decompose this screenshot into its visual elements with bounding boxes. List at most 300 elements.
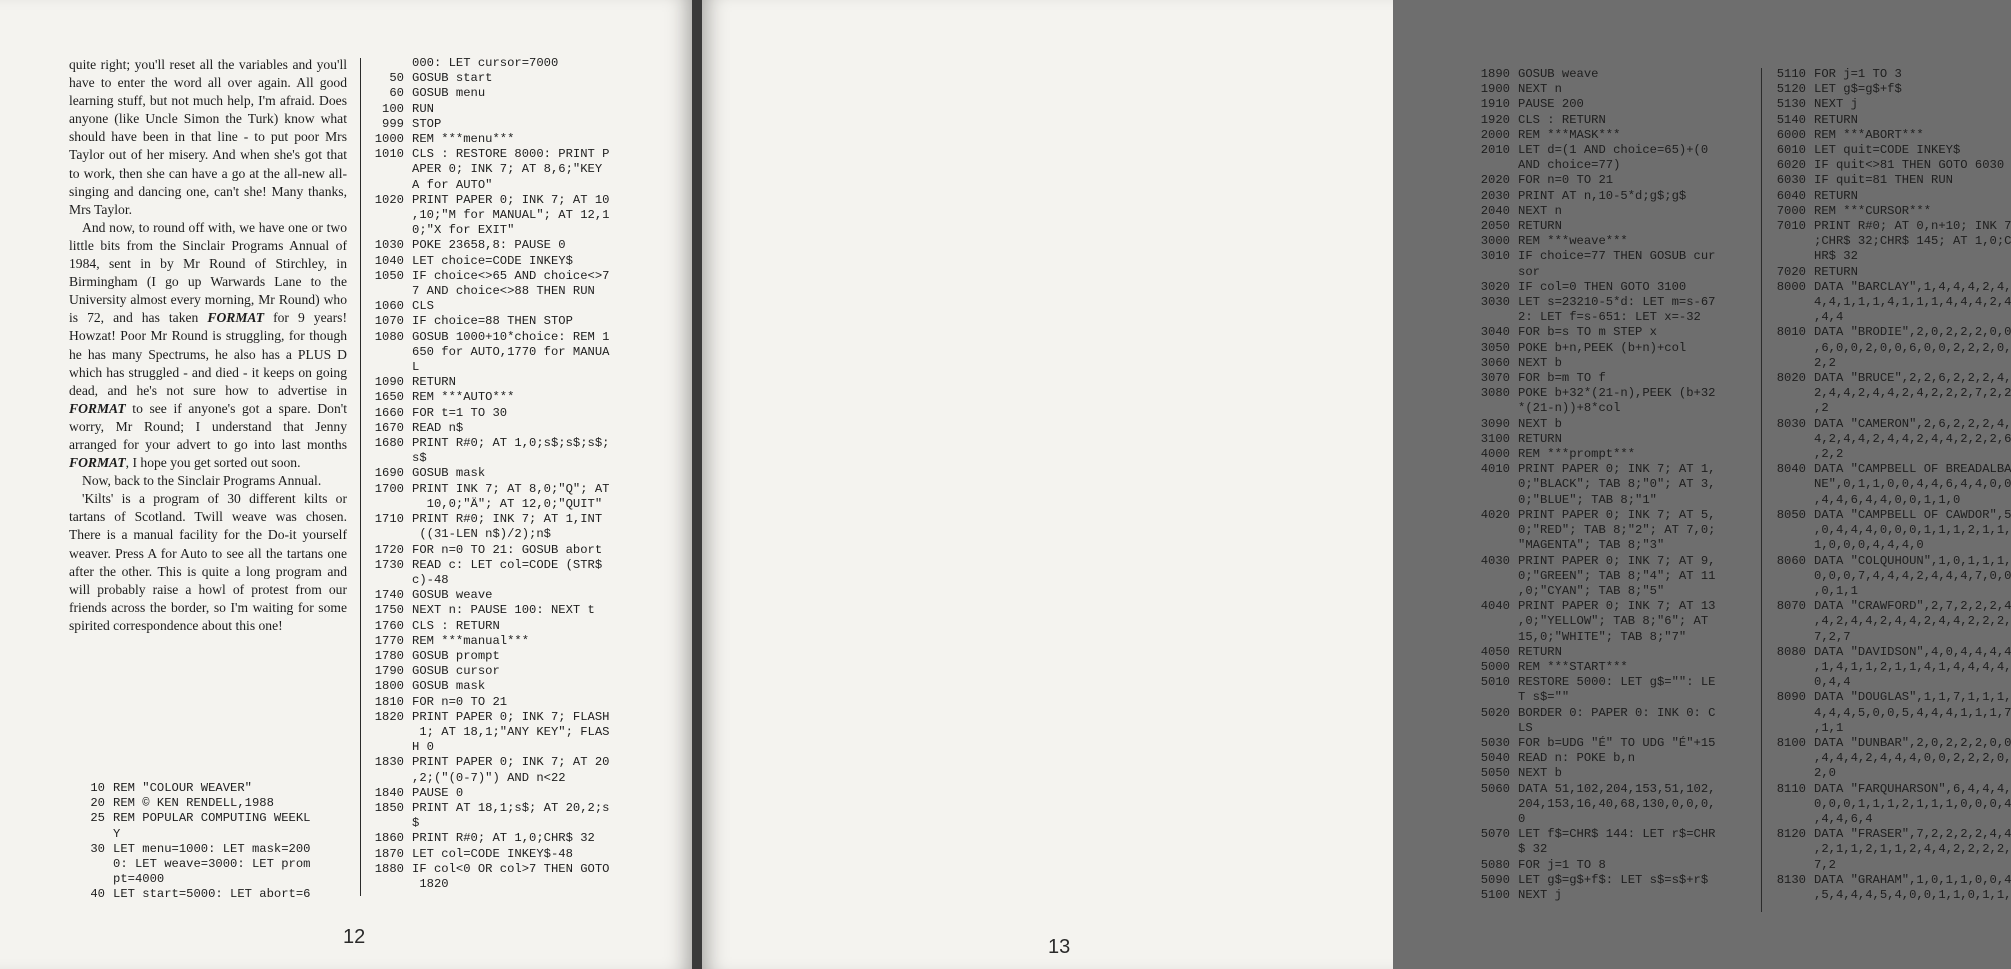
code-text: 2: LET f=s-651: LET x=-32 (1518, 310, 1701, 325)
line-number: 1860 (374, 831, 404, 846)
code-text: ,1,1 (1814, 720, 1844, 735)
code-line (366, 603, 609, 618)
code-text: GOSUB menu (412, 86, 486, 101)
code-text: RETURN (1518, 431, 1562, 446)
right-page (702, 0, 2011, 969)
code-line (1472, 827, 1715, 842)
code-text: PRINT PAPER 0; INK 7; AT 20 (412, 755, 610, 770)
basic-listing-part-2 (366, 56, 609, 892)
code-line (75, 781, 310, 796)
line-number (1472, 401, 1510, 416)
line-number: 1920 (1480, 112, 1510, 127)
code-line (366, 497, 609, 512)
code-line (1472, 842, 1715, 857)
code-text: 2,2 (1814, 355, 1836, 370)
code-line (1472, 371, 1715, 386)
code-text: CLS (412, 299, 434, 314)
code-text: APER 0; INK 7; AT 8,6;"KEY (412, 162, 603, 177)
code-line (1768, 827, 2011, 842)
line-number (366, 178, 404, 193)
line-number: 1780 (374, 648, 404, 663)
line-number: 2040 (1480, 203, 1510, 218)
line-number (1768, 432, 1806, 447)
code-text: LET s=23210-5*d: LET m=s-67 (1518, 295, 1716, 310)
code-text: "MAGENTA"; TAB 8;"3" (1518, 538, 1665, 553)
line-number: 5060 (1480, 781, 1510, 796)
code-text: PRINT PAPER 0; INK 7; AT 10 (412, 192, 610, 207)
code-text: REM ***MASK*** (1518, 127, 1621, 142)
line-number (1768, 401, 1806, 416)
line-number (1472, 630, 1510, 645)
line-number: 1880 (374, 861, 404, 876)
code-line (1472, 888, 1715, 903)
code-text: DATA "BARCLAY",1,4,4,4,2,4, (1814, 279, 2011, 294)
code-line (1472, 599, 1715, 614)
code-line (1472, 219, 1715, 234)
basic-listing-part-3 (1472, 67, 1715, 903)
line-number (1768, 477, 1806, 492)
line-number (1768, 751, 1806, 766)
code-text: 0;"GREEN"; TAB 8;"4"; AT 11 (1518, 568, 1716, 583)
line-number (1768, 842, 1806, 857)
line-number: 5140 (1776, 112, 1806, 127)
line-number: 1760 (374, 618, 404, 633)
code-text: $ (412, 816, 420, 831)
line-number: 999 (382, 116, 404, 131)
code-text: FOR b=m TO f (1518, 371, 1606, 386)
code-text: RETURN (1814, 112, 1858, 127)
line-number: 1850 (374, 800, 404, 815)
code-text: IF choice=88 THEN STOP (412, 314, 573, 329)
text-run: quite right; you'll reset all the variables and you'll have to enter the word all over again. All good learning stuff, but not much help, I'm afraid. Does anyone (like Uncle Simon the Turk) know what should have been in that line - to put poor Mrs Taylor out of her misery. And when she's got that to work, then she can have a go at the all-new all-singing and dancing one, can't she! Many thanks, Mrs Taylor. (69, 57, 347, 217)
line-number: 1010 (374, 147, 404, 162)
line-number (1768, 858, 1806, 873)
code-line (1472, 858, 1715, 873)
code-text: *(21-n))+8*col (1518, 401, 1621, 416)
code-text: GOSUB mask (412, 466, 486, 481)
code-text: pt=4000 (113, 872, 165, 887)
code-line (1768, 538, 2011, 553)
line-number: 1910 (1480, 97, 1510, 112)
code-text: 0;"RED"; TAB 8;"2"; AT 7,0; (1518, 523, 1716, 538)
line-number: 8130 (1776, 872, 1806, 887)
line-number (1472, 721, 1510, 736)
line-number: 1830 (374, 755, 404, 770)
code-text: RESTORE 5000: LET g$="": LE (1518, 675, 1716, 690)
code-text: DATA 51,102,204,153,51,102, (1518, 781, 1716, 796)
line-number: 10 (90, 781, 105, 795)
line-number: 5080 (1480, 857, 1510, 872)
code-text: CLS : RESTORE 8000: PRINT P (412, 147, 610, 162)
code-text: POKE b+n,PEEK (b+n)+col (1518, 340, 1687, 355)
code-line (366, 482, 609, 497)
text-run: to see if anyone's got a spare. Don't worry, Mr Round; I understand that Jenny arranged for your advert to go into last months (69, 400, 347, 452)
line-number (1472, 265, 1510, 280)
line-number (1768, 766, 1806, 781)
code-text: PAUSE 0 (412, 785, 464, 800)
line-number: 3070 (1480, 371, 1510, 386)
line-number: 1690 (374, 466, 404, 481)
code-text: L (412, 360, 420, 375)
line-number (366, 56, 404, 71)
code-text: PRINT R#0; AT 1,0;s$;s$;s$; (412, 436, 610, 451)
code-line (366, 695, 609, 710)
line-number: 1750 (374, 603, 404, 618)
code-line (1768, 462, 2011, 477)
line-number: 7000 (1776, 203, 1806, 218)
code-text: RETURN (1814, 264, 1858, 279)
line-number (366, 725, 404, 740)
line-number: 40 (90, 887, 105, 902)
code-line (1472, 523, 1715, 538)
code-text: ,2;("(0-7)") AND n<22 (412, 770, 566, 785)
line-number: 1890 (1480, 67, 1510, 81)
line-number (366, 451, 404, 466)
code-text: 0;"BLUE"; TAB 8;"1" (1518, 492, 1657, 507)
code-line (1472, 493, 1715, 508)
line-number: 5100 (1480, 887, 1510, 902)
code-text: NEXT n (1518, 82, 1562, 97)
code-text: GOSUB prompt (412, 648, 500, 663)
code-text: REM ***menu*** (412, 132, 515, 147)
code-text: CLS : RETURN (1518, 112, 1606, 127)
code-line (1472, 234, 1715, 249)
code-text: ((31-LEN n$)/2);n$ (412, 527, 551, 542)
line-number: 1030 (374, 238, 404, 253)
code-line (366, 679, 609, 694)
line-number (1472, 493, 1510, 508)
code-line (366, 254, 609, 269)
code-line (1472, 630, 1715, 645)
code-line (75, 872, 310, 887)
line-number: 1650 (374, 390, 404, 405)
code-line (1472, 158, 1715, 173)
line-number (1768, 386, 1806, 401)
line-number: 3010 (1480, 249, 1510, 264)
line-number (1472, 842, 1510, 857)
paragraph (69, 56, 347, 219)
code-text: FOR n=0 TO 21: GOSUB abort (412, 542, 603, 557)
code-line (1472, 447, 1715, 462)
line-number: 8020 (1776, 371, 1806, 386)
line-number: 3050 (1480, 340, 1510, 355)
code-text: ,0,4,4,4,0,0,0,1,1,1,2,1,1, (1814, 523, 2011, 538)
line-number: 4030 (1480, 553, 1510, 568)
code-line (75, 857, 310, 872)
code-line (1768, 782, 2011, 797)
code-text: PRINT R#0; AT 1,0;CHR$ 32 (412, 831, 595, 846)
line-number: 3060 (1480, 355, 1510, 370)
line-number: 8050 (1776, 507, 1806, 522)
code-text: NEXT b (1518, 416, 1562, 431)
code-line (366, 314, 609, 329)
line-number (1472, 158, 1510, 173)
code-line (366, 162, 609, 177)
code-line (366, 771, 609, 786)
code-text: DATA "CAMERON",2,6,2,2,2,4, (1814, 416, 2011, 431)
code-line (1768, 645, 2011, 660)
code-line (366, 284, 609, 299)
line-number (1472, 477, 1510, 492)
text-run: for 9 years! Howzat! Poor Mr Round is struggling, for though he has many Spectrums, he also has a PLUS D which has struggled - and died - it keeps on going dead, and he's not sure how to advertise in (69, 310, 347, 398)
code-line (366, 786, 609, 801)
code-line (366, 816, 609, 831)
line-number: 1000 (374, 132, 404, 147)
code-line (366, 527, 609, 542)
line-number: 8120 (1776, 827, 1806, 842)
line-number (1768, 249, 1806, 264)
line-number (1768, 660, 1806, 675)
code-text: 000: LET cursor=7000 (412, 56, 559, 70)
code-line (366, 269, 609, 284)
code-text: 0,4,4 (1814, 675, 1851, 690)
code-text: FOR t=1 TO 30 (412, 405, 508, 420)
line-number: 1080 (374, 329, 404, 344)
code-text: BORDER 0: PAPER 0: INK 0: C (1518, 705, 1716, 720)
code-line (1472, 645, 1715, 660)
line-number: 1060 (374, 299, 404, 314)
code-text: sor (1518, 264, 1540, 279)
line-number: 1700 (374, 481, 404, 496)
line-number: 5120 (1776, 82, 1806, 97)
code-line (366, 649, 609, 664)
code-line (366, 132, 609, 147)
line-number: 1770 (374, 633, 404, 648)
code-line (1768, 371, 2011, 386)
line-number (1768, 812, 1806, 827)
code-line (1768, 295, 2011, 310)
code-line (1472, 113, 1715, 128)
code-line (366, 512, 609, 527)
code-text: DATA "BRUCE",2,2,6,2,2,2,4, (1814, 371, 2011, 386)
code-text: NEXT j (1814, 97, 1858, 112)
magazine-name: FORMAT (69, 455, 126, 471)
code-text: IF choice=77 THEN GOSUB cur (1518, 249, 1716, 264)
code-line (1472, 782, 1715, 797)
code-text: NEXT b (1518, 766, 1562, 781)
code-text: GOSUB mask (412, 679, 486, 694)
code-text: IF quit=81 THEN RUN (1814, 173, 1953, 188)
code-text: PRINT AT 18,1;s$; AT 20,2;s (412, 800, 610, 815)
code-line (1472, 325, 1715, 340)
line-number (1472, 569, 1510, 584)
line-number: 8090 (1776, 690, 1806, 705)
code-line (1768, 706, 2011, 721)
code-text: H 0 (412, 740, 434, 755)
code-text: DATA "CRAWFORD",2,7,2,2,2,4 (1814, 599, 2011, 614)
code-line (1768, 599, 2011, 614)
line-number: 6010 (1776, 143, 1806, 158)
code-text: PRINT PAPER 0; INK 7; AT 13 (1518, 599, 1716, 614)
code-text: IF choice<>65 AND choice<>7 (412, 268, 610, 283)
code-line (366, 56, 609, 71)
line-number: 5050 (1480, 766, 1510, 781)
line-number: 100 (382, 101, 404, 116)
line-number (366, 497, 404, 512)
line-number (1768, 888, 1806, 903)
code-line (1472, 173, 1715, 188)
code-line (366, 406, 609, 421)
code-line (1472, 477, 1715, 492)
line-number: 20 (90, 796, 105, 811)
paragraph (69, 472, 347, 490)
code-text: RETURN (412, 375, 456, 390)
line-number: 1800 (374, 679, 404, 694)
code-line (1472, 82, 1715, 97)
code-line (1768, 554, 2011, 569)
code-line (366, 299, 609, 314)
code-text: PRINT R#0; INK 7; AT 1,INT (412, 512, 603, 527)
code-text: 1820 (412, 876, 449, 891)
code-line (1472, 873, 1715, 888)
code-line (75, 811, 310, 826)
code-line (1472, 538, 1715, 553)
code-text: 10,0;"Ä"; AT 12,0;"QUIT" (412, 496, 603, 511)
code-text: IF quit<>81 THEN GOTO 6030 (1814, 158, 2005, 173)
code-line (1472, 751, 1715, 766)
line-number (1768, 295, 1806, 310)
code-text: 0;"X for EXIT" (412, 223, 515, 238)
line-number (1768, 614, 1806, 629)
line-number: 2020 (1480, 173, 1510, 188)
code-text: ,6,0,0,2,0,0,6,0,0,2,2,2,0, (1814, 340, 2011, 355)
line-number (1768, 356, 1806, 371)
code-text: ,1,4,1,1,2,1,1,4,1,4,4,4,4, (1814, 659, 2011, 674)
code-line (1472, 614, 1715, 629)
code-line (1768, 569, 2011, 584)
code-line (1472, 67, 1715, 82)
code-text: DATA "FRASER",7,2,2,2,2,4,4 (1814, 827, 2011, 842)
code-text: REM ***prompt*** (1518, 447, 1636, 462)
code-line (75, 842, 310, 857)
line-number (366, 573, 404, 588)
line-number (1472, 538, 1510, 553)
code-line (1472, 584, 1715, 599)
code-text: 2,4,4,2,4,4,2,4,2,2,2,7,2,2 (1814, 386, 2011, 401)
code-text: RETURN (1814, 188, 1858, 203)
code-text: 650 for AUTO,1770 for MANUA (412, 344, 610, 359)
line-number: 2030 (1480, 188, 1510, 203)
line-number: 5020 (1480, 705, 1510, 720)
code-line (1768, 842, 2011, 857)
code-text: PRINT PAPER 0; INK 7; FLASH (412, 709, 610, 724)
line-number: 1670 (374, 420, 404, 435)
line-number: 2010 (1480, 143, 1510, 158)
code-text: ,0;"CYAN"; TAB 8;"5" (1518, 583, 1665, 598)
line-number: 2050 (1480, 219, 1510, 234)
code-line (366, 86, 609, 101)
line-number: 4050 (1480, 644, 1510, 659)
code-line (366, 664, 609, 679)
line-number (366, 284, 404, 299)
code-text: c)-48 (412, 572, 449, 587)
code-text: FOR b=UDG "É" TO UDG "É"+15 (1518, 735, 1716, 750)
code-text: ,2,1,1,2,1,1,2,4,4,2,2,2,2, (1814, 842, 2011, 857)
code-line (366, 634, 609, 649)
code-text: FOR j=1 TO 8 (1518, 857, 1606, 872)
line-number: 4040 (1480, 599, 1510, 614)
code-line (1768, 614, 2011, 629)
line-number: 8010 (1776, 325, 1806, 340)
code-text: PRINT INK 7; AT 8,0;"Q"; AT (412, 481, 610, 496)
code-text: REM "COLOUR WEAVER" (113, 781, 252, 795)
line-number: 1070 (374, 314, 404, 329)
code-text: 0,0,0,1,1,1,2,1,1,1,0,0,0,4 (1814, 796, 2011, 811)
code-line (366, 588, 609, 603)
line-number: 8040 (1776, 462, 1806, 477)
code-text: IF col=0 THEN GOTO 3100 (1518, 279, 1687, 294)
code-line (1472, 797, 1715, 812)
code-line (75, 796, 310, 811)
code-line (1768, 675, 2011, 690)
line-number (1472, 797, 1510, 812)
line-number: 60 (389, 86, 404, 101)
code-line (1768, 721, 2011, 736)
code-text: DATA "CAMPBELL OF CAWDOR",5 (1814, 507, 2011, 522)
basic-listing-part-4 (1768, 67, 2011, 903)
code-text: GOSUB weave (412, 588, 493, 603)
code-text: PRINT PAPER 0; INK 7; AT 5, (1518, 507, 1716, 522)
code-line (1472, 401, 1715, 416)
line-number: 8080 (1776, 644, 1806, 659)
line-number (366, 771, 404, 786)
code-line (1472, 356, 1715, 371)
code-text: DATA "DUNBAR",2,0,2,2,2,0,0 (1814, 735, 2011, 750)
line-number: 7020 (1776, 264, 1806, 279)
code-text: NE",0,1,1,0,0,4,4,6,4,4,0,0 (1814, 477, 2011, 492)
code-line (1768, 751, 2011, 766)
code-line (366, 238, 609, 253)
code-text: 7,2,7 (1814, 629, 1851, 644)
line-number (1472, 310, 1510, 325)
line-number: 1730 (374, 557, 404, 572)
code-line (1768, 325, 2011, 340)
code-line (1472, 569, 1715, 584)
code-text: ,2,2 (1814, 447, 1844, 462)
code-text: REM ***AUTO*** (412, 390, 515, 405)
code-line (1768, 189, 2011, 204)
code-text: REM ***CURSOR*** (1814, 203, 1932, 218)
line-number (1768, 797, 1806, 812)
code-line (366, 831, 609, 846)
line-number (1768, 493, 1806, 508)
code-text: LET g$=g$+f$: LET s$=s$+r$ (1518, 872, 1709, 887)
code-line (366, 360, 609, 375)
code-text: NEXT n (1518, 203, 1562, 218)
code-text: 7,2 (1814, 857, 1836, 872)
code-text: LET start=5000: LET abort=6 (113, 887, 311, 902)
code-text: PAUSE 200 (1518, 97, 1584, 112)
code-text: LET menu=1000: LET mask=200 (113, 841, 311, 856)
code-text: 4,4,1,1,1,4,1,1,1,4,4,4,2,4 (1814, 295, 2011, 310)
code-line (1472, 341, 1715, 356)
code-line (366, 710, 609, 725)
code-text: FOR n=0 TO 21 (1518, 173, 1614, 188)
line-number (366, 360, 404, 375)
code-line (1768, 477, 2011, 492)
column-divider (360, 58, 361, 896)
code-text: ,4,4,6,4,4,0,0,1,1,0 (1814, 492, 1961, 507)
code-line (1768, 690, 2011, 705)
line-number (366, 345, 404, 360)
line-number (1472, 523, 1510, 538)
line-number (75, 872, 105, 887)
code-text: LET col=CODE INKEY$-48 (412, 846, 573, 861)
code-text: 0,0,0,7,4,4,4,2,4,4,4,7,0,0 (1814, 568, 2011, 583)
code-line (1768, 173, 2011, 188)
code-line (366, 755, 609, 770)
code-line (1768, 417, 2011, 432)
